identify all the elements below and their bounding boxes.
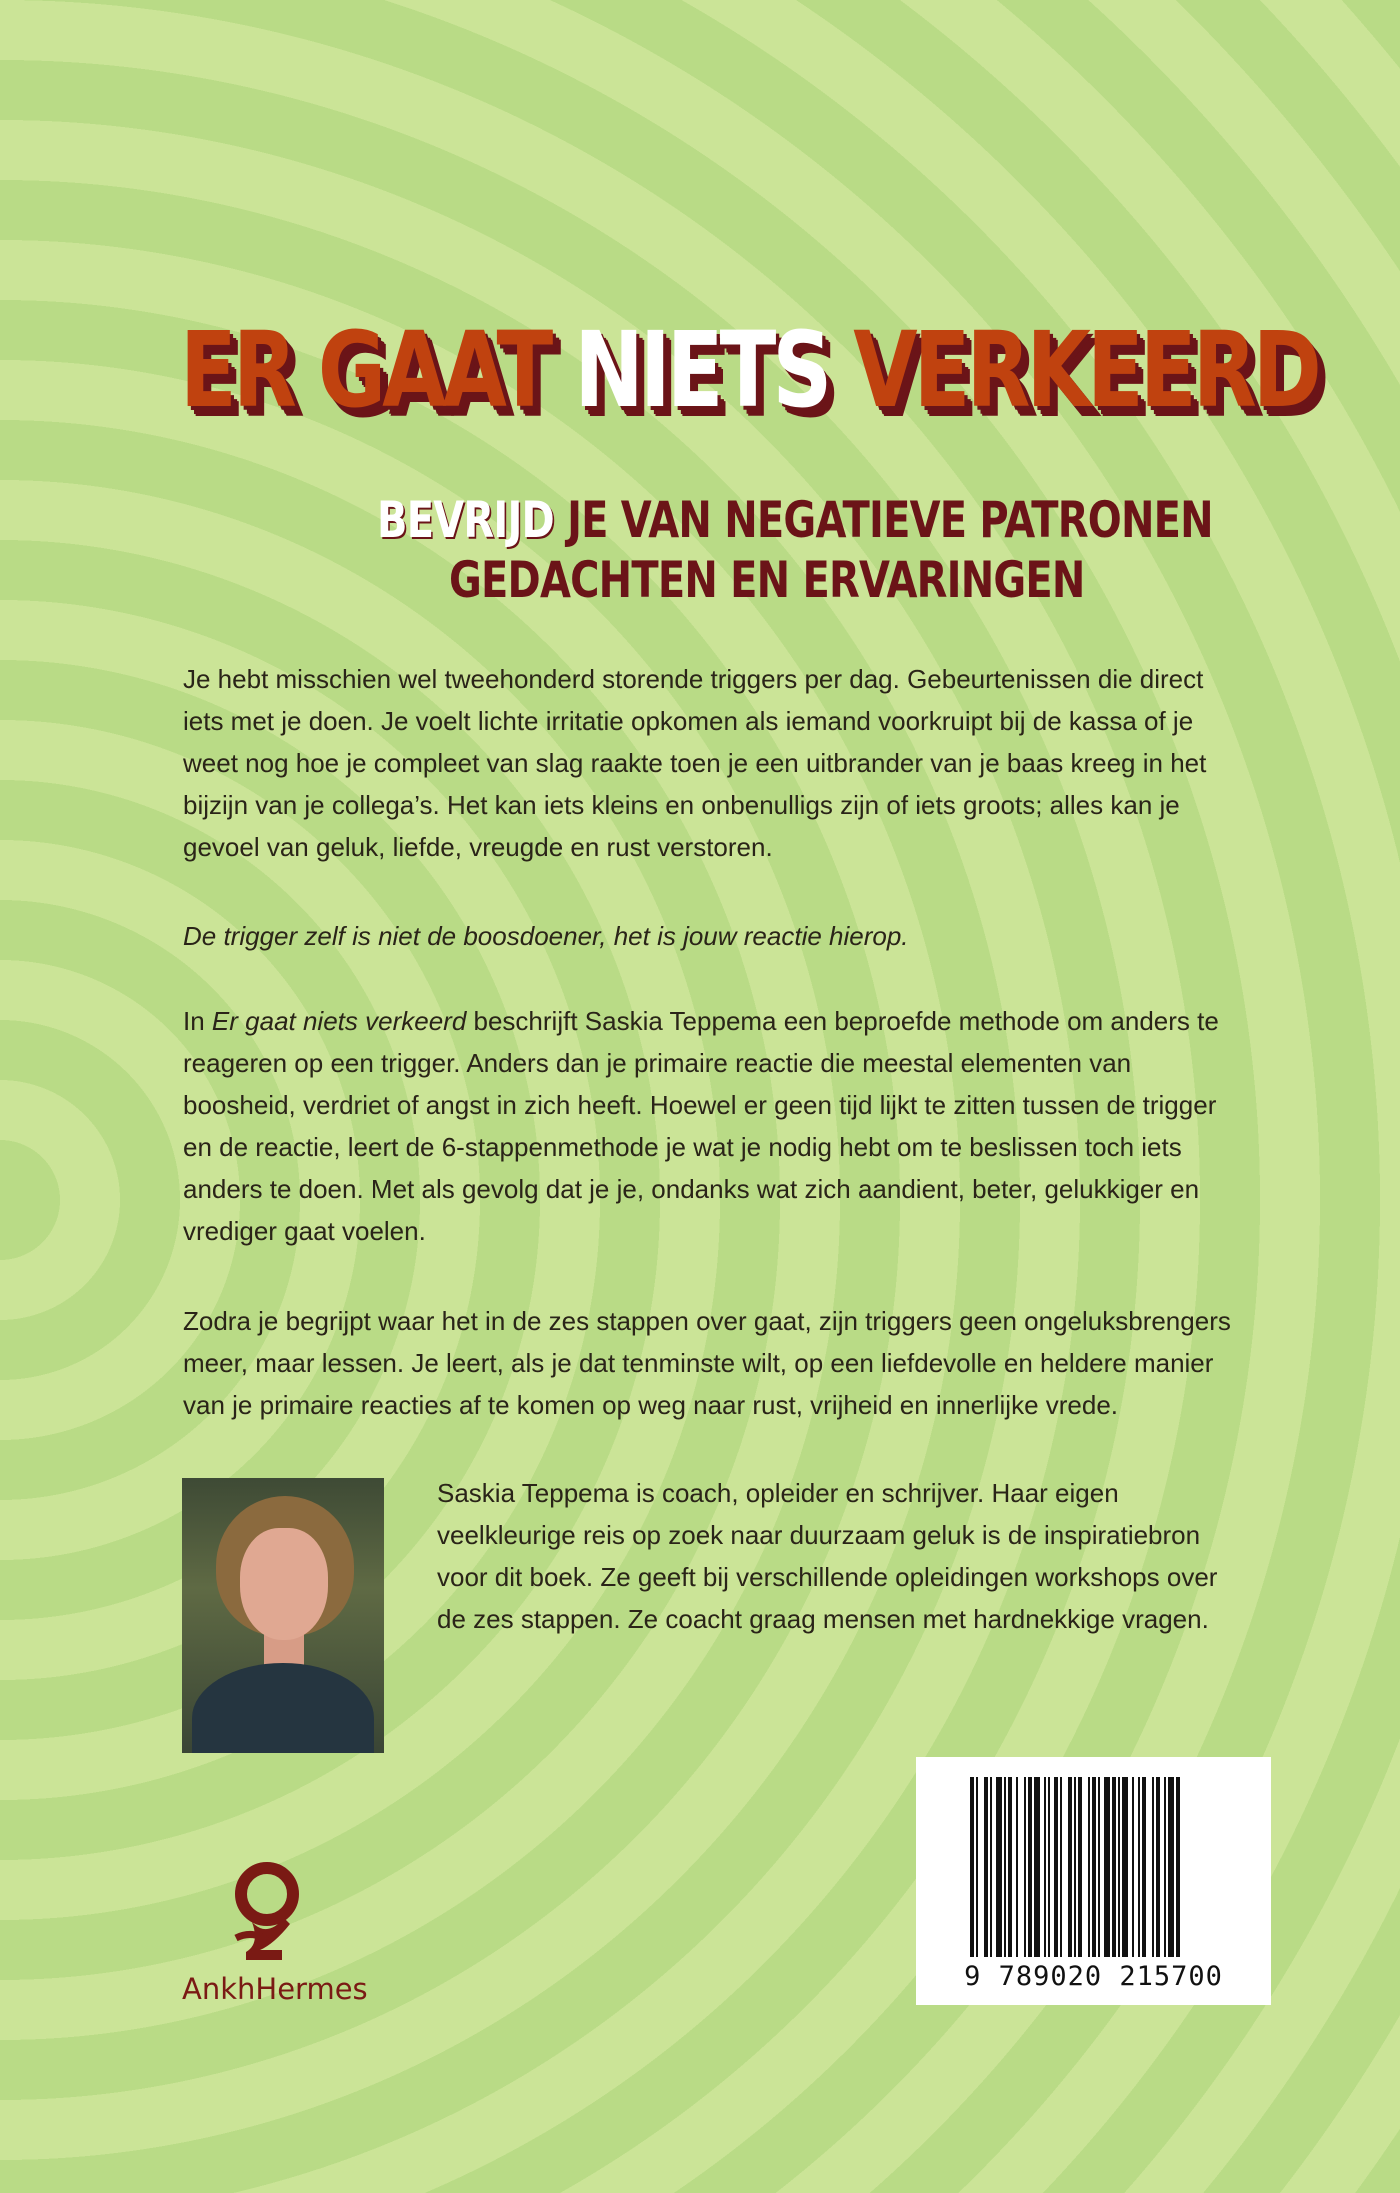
barcode-bar [1112, 1777, 1116, 1957]
subtitle-line-2: GEDACHTEN EN ERVARINGEN [449, 551, 1085, 609]
blurb-paragraph-1: Je hebt misschien wel tweehonderd storende triggers per dag. Gebeurtenissen die direct iets met je doen. Je voelt lichte irritatie opkomen als iemand voorkruipt bij de kassa of je weet nog hoe je compleet van slag raakte toen je een uitbrander van je baas kreeg in het bijzijn van je collega’s. Het kan iets kleins en onbenulligs zijn of iets groots; alles kan je gevoel van geluk, liefde, vreugde en rust verstoren. [183, 664, 1207, 862]
barcode-bar [1048, 1777, 1050, 1957]
barcode-bar [1054, 1777, 1058, 1957]
title-part-2: NIETS [574, 309, 829, 431]
book-title [180, 309, 1318, 431]
barcode-bar [970, 1777, 974, 1957]
p3-start: In [183, 1006, 212, 1036]
title-part-3: VERKEERD [828, 309, 1318, 431]
barcode-bar [1152, 1777, 1154, 1957]
blurb-quote: De trigger zelf is niet de boosdoener, het is jouw reactie hierop. [183, 921, 909, 951]
barcode-bar [1060, 1777, 1062, 1957]
barcode-bar [1122, 1777, 1128, 1957]
barcode-bar [996, 1777, 1002, 1957]
barcode-bars [970, 1777, 1216, 1957]
barcode-bar [1098, 1777, 1100, 1957]
subtitle-highlight: BEVRIJD [377, 491, 554, 549]
barcode-bar [1074, 1777, 1076, 1957]
barcode-bar [1104, 1777, 1110, 1957]
barcode-bar [1168, 1777, 1174, 1957]
blurb-paragraph-3 [183, 1000, 1243, 1252]
barcode-bar [984, 1777, 988, 1957]
barcode-bar [1034, 1777, 1040, 1957]
barcode-bar [1138, 1777, 1140, 1957]
barcode-bar [1068, 1777, 1072, 1957]
title-part-1: ER GAAT [180, 309, 575, 431]
barcode-bar [1176, 1777, 1180, 1957]
barcode-bar [1028, 1777, 1032, 1957]
ankh-logo-icon [222, 1860, 312, 1970]
barcode-bar [1004, 1777, 1006, 1957]
barcode-bar [1142, 1777, 1146, 1957]
publisher-name: AnkhHermes [182, 1972, 368, 2006]
barcode-bar [976, 1777, 978, 1957]
barcode-bar [1008, 1777, 1012, 1957]
p3-rest: beschrijft Saskia Teppema een beproefde methode om anders te reageren op een trigger. Anders dan je primaire reactie die meestal elementen van boosheid, verdriet of angst in zich heeft. Hoewel er geen tijd lijkt te zitten tussen de trigger en de reactie, leert de 6-stappenmethode je wat je nodig hebt om te beslissen toch iets anders te doen. Met als gevolg dat je je, ondanks wat zich aandient, beter, gelukkiger en vrediger gaat voelen. [183, 1006, 1219, 1246]
barcode-bar [1118, 1777, 1120, 1957]
barcode-bar [1156, 1777, 1160, 1957]
publisher-logo [182, 1860, 372, 2010]
subtitle-rest: JE VAN NEGATIEVE PATRONEN [553, 491, 1213, 549]
isbn-digits: 9 789020 215700 [964, 1961, 1223, 1992]
isbn-barcode [916, 1757, 1271, 2005]
barcode-bar [1044, 1777, 1046, 1957]
blurb-paragraph-4: Zodra je begrijpt waar het in de zes stappen over gaat, zijn triggers geen ongeluksbrengers meer, maar lessen. Je leert, als je dat tenminste wilt, op een liefdevolle en heldere manier van je primaire reacties af te komen op weg naar rust, vrijheid en innerlijke vrede. [183, 1306, 1231, 1420]
barcode-bar [1132, 1777, 1134, 1957]
barcode-bar [1016, 1777, 1018, 1957]
author-bio: Saskia Teppema is coach, opleider en schrijver. Haar eigen veelkleurige reis op zoek naar duurzaam geluk is de inspiratiebron voor dit boek. Ze geeft bij verschillende opleidingen workshops over de zes stappen. Ze coacht graag mensen met hardnekkige vragen. [437, 1478, 1218, 1634]
barcode-bar [1078, 1777, 1082, 1957]
barcode-bar [1088, 1777, 1090, 1957]
p3-book-title: Er gaat niets verkeerd [211, 1006, 467, 1036]
barcode-bar [1164, 1777, 1166, 1957]
barcode-bar [1024, 1777, 1026, 1957]
barcode-bar [990, 1777, 992, 1957]
barcode-bar [1092, 1777, 1096, 1957]
book-subtitle [377, 490, 1213, 610]
author-photo [182, 1478, 384, 1753]
